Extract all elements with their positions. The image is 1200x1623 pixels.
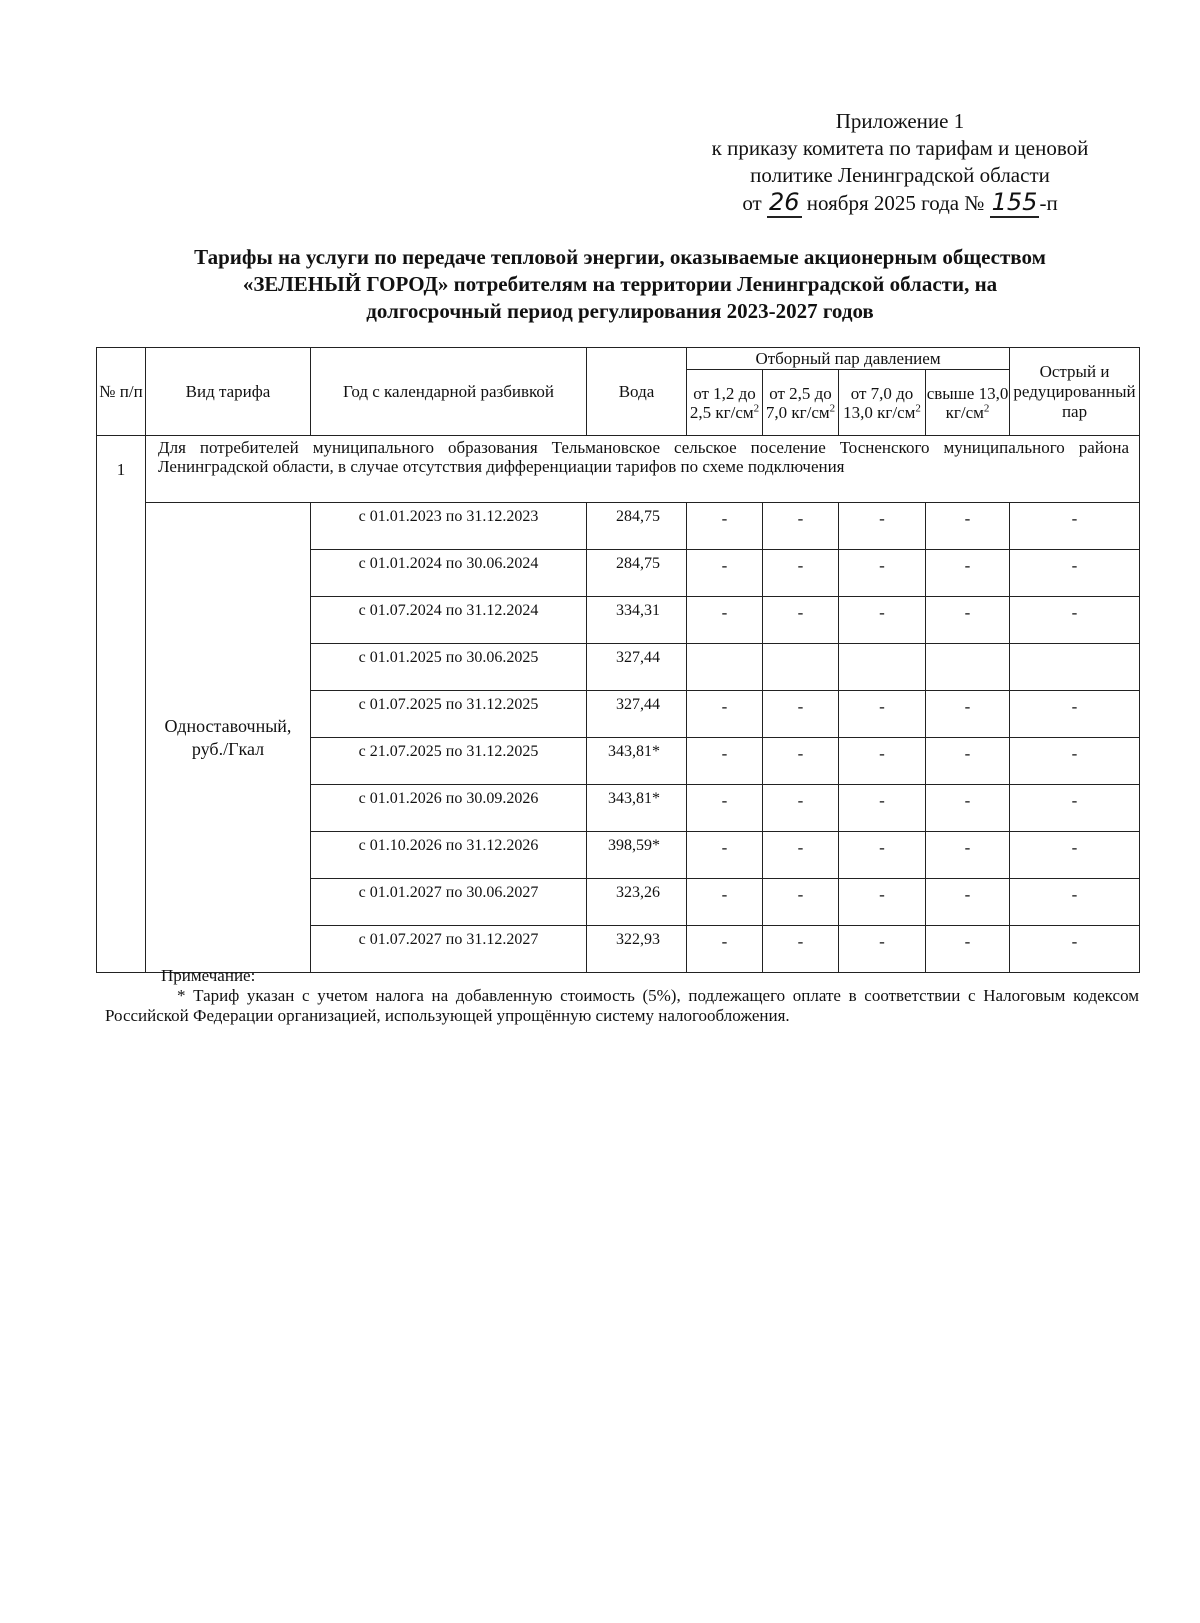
header-year: Год с календарной разбивкой — [311, 348, 587, 436]
period-cell: с 01.07.2027 по 31.12.2027 — [311, 926, 587, 973]
note-text: * Тариф указан с учетом налога на добавленную стоимость (5%), подлежащего оплате в соответствии с Налоговым кодексом Российской Федерации организацией, использующей упрощённую систему налогообложения. — [105, 986, 1139, 1025]
steam-3-cell — [839, 644, 926, 691]
steam-4-cell: - — [926, 785, 1010, 832]
steam-3-cell: - — [839, 503, 926, 550]
date-middle: ноября 2025 года № — [806, 191, 985, 215]
steam-4-cell — [926, 644, 1010, 691]
steam-1-cell: - — [687, 550, 763, 597]
sharp-steam-cell: - — [1010, 503, 1140, 550]
appendix-line-2: к приказу комитета по тарифам и ценовой — [711, 136, 1089, 160]
steam-2-cell: - — [763, 550, 839, 597]
water-value-cell: 327,44 — [587, 644, 687, 691]
period-cell: с 01.01.2023 по 31.12.2023 — [311, 503, 587, 550]
water-value-cell: 327,44 — [587, 691, 687, 738]
sharp-steam-cell: - — [1010, 738, 1140, 785]
steam-4-cell: - — [926, 832, 1010, 879]
steam-2-cell: - — [763, 785, 839, 832]
water-value-cell: 284,75 — [587, 503, 687, 550]
steam-2-cell: - — [763, 597, 839, 644]
steam-3-cell: - — [839, 832, 926, 879]
period-cell: с 01.07.2025 по 31.12.2025 — [311, 691, 587, 738]
handwritten-day: 26 — [768, 188, 800, 216]
period-cell: с 01.07.2024 по 31.12.2024 — [311, 597, 587, 644]
steam-4-cell: - — [926, 550, 1010, 597]
period-cell: с 01.01.2025 по 30.06.2025 — [311, 644, 587, 691]
header-steam-2: от 2,5 до 7,0 $кг/см^2$ — [763, 370, 839, 436]
steam-2-cell: - — [763, 926, 839, 973]
group-number: 1 — [97, 436, 146, 973]
period-cell: с 01.01.2026 по 30.09.2026 — [311, 785, 587, 832]
steam-3-cell: - — [839, 550, 926, 597]
water-value-cell: 334,31 — [587, 597, 687, 644]
steam-1-cell: - — [687, 879, 763, 926]
title-line-1: Тарифы на услуги по передаче тепловой энергии, оказываемые акционерным обществом — [194, 245, 1046, 269]
steam-2-cell: - — [763, 691, 839, 738]
header-steam-1: от 1,2 до 2,5 $кг/см^2$ — [687, 370, 763, 436]
header-steam-group: Отборный пар давлением — [687, 348, 1010, 370]
header-steam-4: свыше 13,0 $кг/см^2$ — [926, 370, 1010, 436]
steam-1-cell — [687, 644, 763, 691]
water-value-cell: 398,59* — [587, 832, 687, 879]
sharp-steam-cell: - — [1010, 691, 1140, 738]
footnote — [105, 966, 1139, 1026]
appendix-line-1: Приложение 1 — [835, 109, 965, 133]
steam-1-cell: - — [687, 738, 763, 785]
steam-2-cell: - — [763, 503, 839, 550]
steam-3-cell: - — [839, 691, 926, 738]
water-value-cell: 284,75 — [587, 550, 687, 597]
steam-4-cell: - — [926, 926, 1010, 973]
sharp-steam-cell: - — [1010, 879, 1140, 926]
sharp-steam-cell: - — [1010, 832, 1140, 879]
steam-4-cell: - — [926, 503, 1010, 550]
steam-3-cell: - — [839, 738, 926, 785]
group-description: Для потребителей муниципального образования Тельмановское сельское поселение Тосненского муниципального района Ленинградской области, в случае отсутствия дифференциации тарифов по схеме подключения — [146, 436, 1140, 503]
steam-1-cell: - — [687, 691, 763, 738]
header-tariff-type: Вид тарифа — [146, 348, 311, 436]
steam-2-cell — [763, 644, 839, 691]
steam-4-cell: - — [926, 879, 1010, 926]
date-prefix: от — [742, 191, 762, 215]
period-cell: с 01.01.2027 по 30.06.2027 — [311, 879, 587, 926]
period-cell: с 01.10.2026 по 31.12.2026 — [311, 832, 587, 879]
header-steam-3: от 7,0 до 13,0 $кг/см^2$ — [839, 370, 926, 436]
sharp-steam-cell: - — [1010, 550, 1140, 597]
steam-1-cell: - — [687, 832, 763, 879]
steam-1-cell: - — [687, 926, 763, 973]
group-row — [97, 436, 1140, 503]
title-line-2: «ЗЕЛЕНЫЙ ГОРОД» потребителям на территории Ленинградской области, на — [242, 272, 998, 296]
handwritten-order-number: 155 — [991, 188, 1038, 216]
steam-1-cell: - — [687, 785, 763, 832]
steam-2-cell: - — [763, 879, 839, 926]
steam-4-cell: - — [926, 691, 1010, 738]
table-row — [97, 503, 1140, 550]
water-value-cell: 323,26 — [587, 879, 687, 926]
water-value-cell: 343,81* — [587, 738, 687, 785]
steam-3-cell: - — [839, 879, 926, 926]
note-title: Примечание: — [161, 966, 256, 985]
sharp-steam-cell: - — [1010, 785, 1140, 832]
steam-4-cell: - — [926, 738, 1010, 785]
steam-3-cell: - — [839, 926, 926, 973]
steam-1-cell: - — [687, 597, 763, 644]
water-value-cell: 343,81* — [587, 785, 687, 832]
steam-2-cell: - — [763, 738, 839, 785]
order-suffix: -п — [1039, 191, 1058, 215]
document-title — [95, 244, 1145, 325]
period-cell: с 21.07.2025 по 31.12.2025 — [311, 738, 587, 785]
sharp-steam-cell: - — [1010, 597, 1140, 644]
sharp-steam-cell: - — [1010, 926, 1140, 973]
appendix-line-3: политике Ленинградской области — [750, 163, 1050, 187]
steam-2-cell: - — [763, 832, 839, 879]
title-line-3: долгосрочный период регулирования 2023-2027 годов — [366, 299, 874, 323]
header-water: Вода — [587, 348, 687, 436]
tariffs-table — [96, 347, 1140, 973]
appendix-header — [660, 108, 1140, 217]
steam-4-cell: - — [926, 597, 1010, 644]
tariff-type-cell: Одноставочный, руб./Гкал — [146, 503, 311, 973]
steam-3-cell: - — [839, 597, 926, 644]
steam-1-cell: - — [687, 503, 763, 550]
sharp-steam-cell — [1010, 644, 1140, 691]
water-value-cell: 322,93 — [587, 926, 687, 973]
header-sharp-steam: Острый и редуцированный пар — [1010, 348, 1140, 436]
period-cell: с 01.01.2024 по 30.06.2024 — [311, 550, 587, 597]
appendix-date-line — [660, 189, 1140, 217]
steam-3-cell: - — [839, 785, 926, 832]
table-header-row — [97, 348, 1140, 370]
header-num: № п/п — [97, 348, 146, 436]
